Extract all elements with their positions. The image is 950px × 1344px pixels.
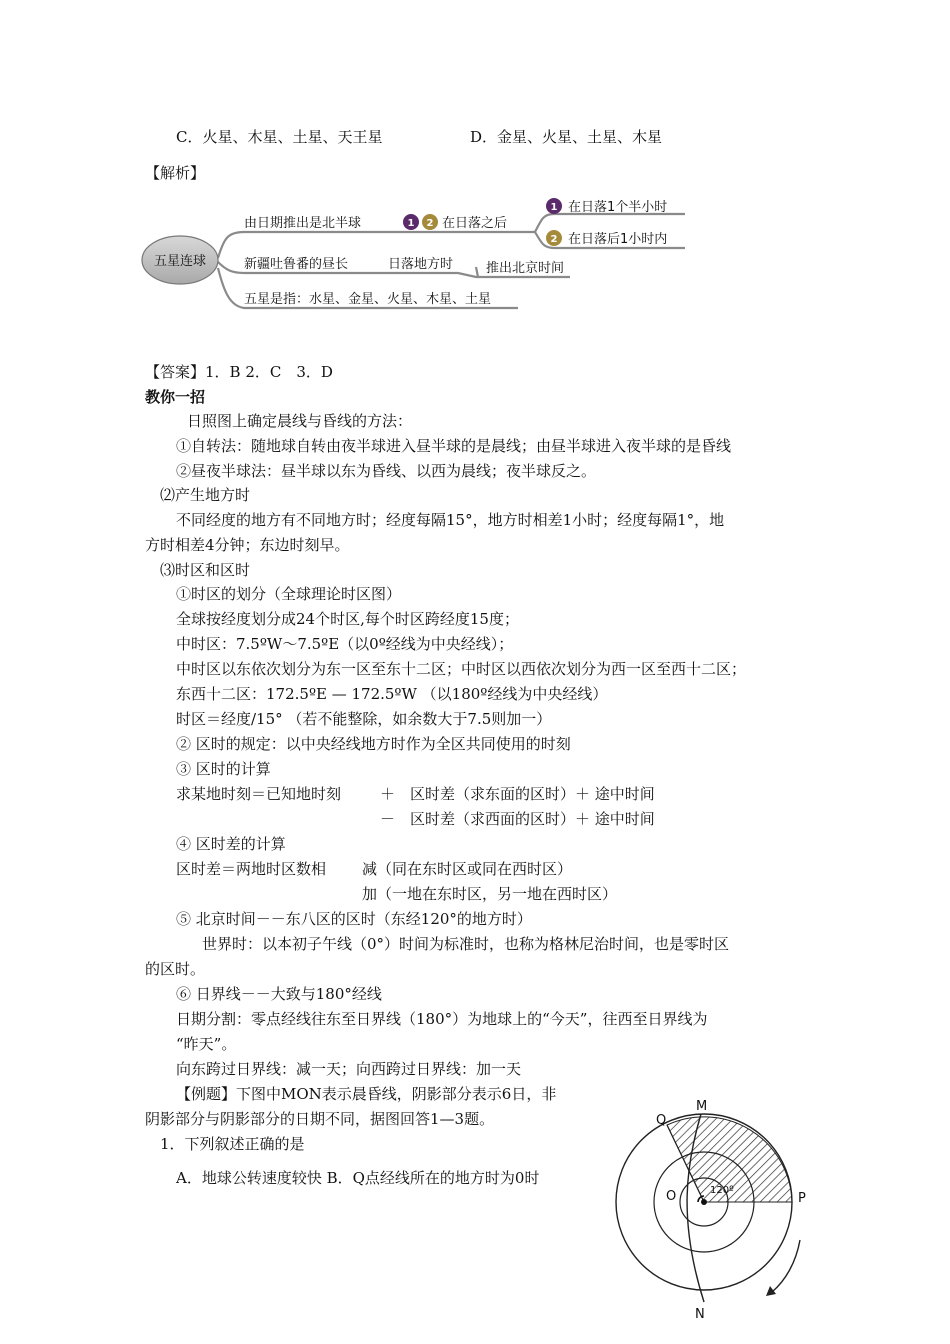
polar-daylight-figure <box>600 1090 830 1320</box>
mindmap-leaf-1: 在日落1个半小时 <box>568 200 668 215</box>
text-line: ＋ 区时差（求东面的区时）＋ 途中时间 <box>380 785 655 803</box>
text-line: ⑶时区和区时 <box>160 561 251 579</box>
mindmap-branch-2-leaf: 推出北京时间 <box>486 261 565 276</box>
text-line: 中时区以东依次划分为东一区至东十二区；中时区以西依次划分为西一区至西十二区； <box>176 660 747 678</box>
text-line: 日照图上确定晨线与昏线的方法： <box>187 412 413 430</box>
text-line: ⑥ 日界线－－大致与180°经线 <box>176 985 382 1003</box>
mindmap <box>140 188 700 320</box>
text-line: ①自转法：随地球自转由夜半球进入昼半球的是晨线；由昼半球进入夜半球的是昏线 <box>176 437 732 455</box>
label-o: O <box>666 1189 677 1204</box>
mindmap-branch-2: 新疆吐鲁番的昼长 <box>244 257 349 272</box>
text-line: 【例题】下图中MON表示晨昏线，阴影部分表示6日，非 <box>176 1085 557 1103</box>
svg-text:1: 1 <box>550 202 558 213</box>
text-line: ② 区时的规定：以中央经线地方时作为全区共同使用的时刻 <box>176 735 571 753</box>
svg-text:2: 2 <box>426 218 434 229</box>
text-line: A．地球公转速度较快 B．Q点经线所在的地方时为0时 <box>176 1169 540 1187</box>
mindmap-mid-label: 在日落之后 <box>442 216 508 231</box>
text-line: 全球按经度划分成24个时区,每个时区跨经度15度； <box>176 610 519 628</box>
text-line: 日期分割：零点经线往东至日界线（180°）为地球上的“今天”，往西至日界线为 <box>176 1010 708 1028</box>
mindmap-branch-2-mid: 日落地方时 <box>388 257 454 272</box>
angle-label: 120º <box>710 1185 734 1196</box>
text-line: “昨天”。 <box>176 1035 237 1053</box>
text-line: 时区＝经度/15° （若不能整除，如余数大于7.5则加一） <box>176 710 552 728</box>
text-line: 中时区：7.5ºW～7.5ºE（以0º经线为中央经线）； <box>176 635 514 653</box>
mindmap-branch-1: 由日期推出是北半球 <box>244 216 362 231</box>
analysis-heading: 【解析】 <box>145 164 206 182</box>
svg-text:1: 1 <box>407 218 415 229</box>
mindmap-branch-3: 五星是指：水星、金星、火星、木星、土星 <box>244 292 492 307</box>
rotation-arrow-icon <box>772 1240 800 1292</box>
tip-heading: 教你一招 <box>145 388 206 406</box>
text-line: ④ 区时差的计算 <box>176 835 286 853</box>
answer: 【答案】1．B 2．C 3．D <box>145 363 333 381</box>
text-line: ①时区的划分（全球理论时区图） <box>176 585 402 603</box>
label-q: Q <box>656 1113 667 1128</box>
text-line: ③ 区时的计算 <box>176 760 271 778</box>
text-line: 加（一地在东时区，另一地在西时区） <box>362 885 618 903</box>
text-line: 减（同在东时区或同在西时区） <box>362 860 573 878</box>
text-line: 不同经度的地方有不同地方时；经度每隔15°，地方时相差1小时；经度每隔1°，地 <box>176 511 725 529</box>
text-line: 方时相差4分钟；东边时刻早。 <box>145 536 350 554</box>
text-line: 1．下列叙述正确的是 <box>160 1135 305 1153</box>
label-p: P <box>798 1191 806 1206</box>
text-line: ⑵产生地方时 <box>160 486 251 504</box>
text-line: 向东跨过日界线：减一天；向西跨过日界线：加一天 <box>176 1060 522 1078</box>
label-m: M <box>696 1099 708 1114</box>
text-line: 求某地时刻＝已知地时刻 <box>176 785 342 803</box>
text-line: 区时差＝两地时区数相 <box>176 860 327 878</box>
text-line: 的区时。 <box>145 960 206 978</box>
option-d: D．金星、火星、土星、木星 <box>470 128 663 146</box>
text-line: ②昼夜半球法：昼半球以东为昏线、以西为晨线；夜半球反之。 <box>176 462 597 480</box>
mindmap-leaf-2: 在日落后1小时内 <box>568 232 668 247</box>
text-line: － 区时差（求西面的区时）＋ 途中时间 <box>380 810 655 828</box>
svg-text:2: 2 <box>550 234 558 245</box>
mindmap-root: 五星连球 <box>153 254 207 269</box>
text-line: 阴影部分与阴影部分的日期不同，据图回答1—3题。 <box>145 1110 495 1128</box>
label-n: N <box>695 1307 705 1320</box>
text-line: ⑤ 北京时间－－东八区的区时（东经120°的地方时） <box>176 910 532 928</box>
option-c: C．火星、木星、土星、天王星 <box>176 128 383 146</box>
text-line: 东西十二区：172.5ºE — 172.5ºW （以180º经线为中央经线） <box>176 685 608 703</box>
text-line: 世界时：以本初子午线（0°）时间为标准时，也称为格林尼治时间，也是零时区 <box>202 935 730 953</box>
